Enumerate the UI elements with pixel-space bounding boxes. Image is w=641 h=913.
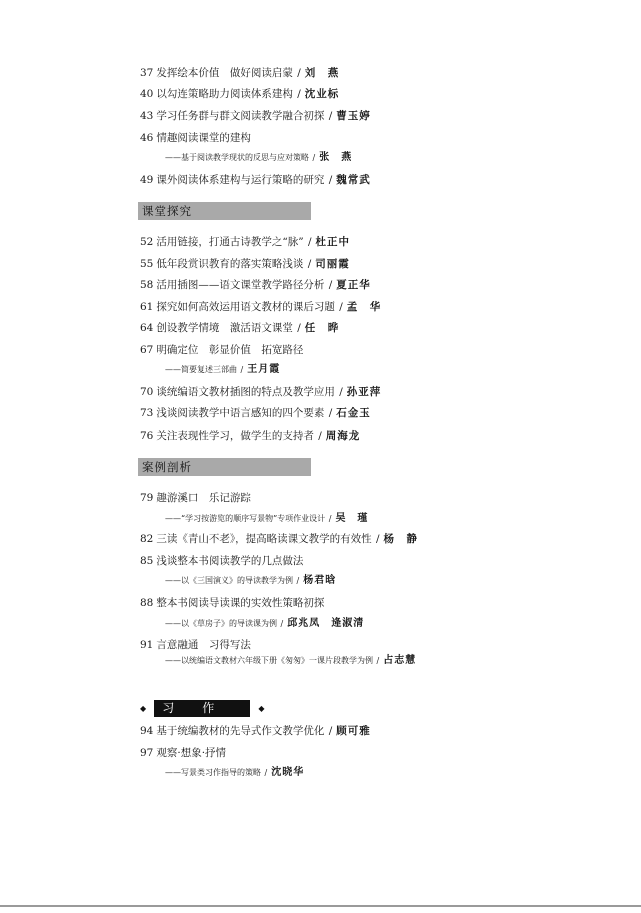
separator: / xyxy=(376,656,380,665)
toc-entry xyxy=(140,491,251,505)
author-name: 刘 燕 xyxy=(304,67,340,79)
article-title: ——简要复述三部曲 xyxy=(165,365,237,374)
toc-entry xyxy=(140,257,350,271)
toc-entry xyxy=(140,235,350,249)
article-title: 活用链接，打通古诗教学之“脉” xyxy=(156,236,304,248)
article-title: 趣游溪口 乐记游踪 xyxy=(156,492,251,504)
article-title: ——以《草房子》的导读课为例 xyxy=(165,619,277,628)
toc-entry xyxy=(140,343,303,357)
page-number: 55 xyxy=(140,258,154,270)
author-name: 沈晓华 xyxy=(271,767,305,778)
article-title: ——以统编语文教材六年级下册《匆匆》一课片段教学为例 xyxy=(165,656,373,665)
page-number: 94 xyxy=(140,725,154,737)
article-title: 言意融通 习得写法 xyxy=(156,639,251,651)
article-title: 学习任务群与群文阅读教学融合初探 xyxy=(156,110,325,122)
author-name: 魏常武 xyxy=(336,174,371,186)
diamond-icon: ◆ xyxy=(140,704,147,713)
article-title: 整本书阅读导读课的实效性策略初探 xyxy=(156,597,325,609)
author-name: 杨 静 xyxy=(383,533,419,545)
article-title: 发挥绘本价值 做好阅读启蒙 xyxy=(156,67,293,79)
toc-subtitle xyxy=(165,363,280,377)
page-number: 76 xyxy=(140,430,154,442)
article-title: 浅谈整本书阅读教学的几点做法 xyxy=(156,555,304,567)
author-name: 夏正华 xyxy=(336,279,371,291)
article-title: 以勾连策略助力阅读体系建构 xyxy=(156,88,293,100)
diamond-icon: ◆ xyxy=(258,704,265,713)
author-name: 占志慧 xyxy=(383,655,417,666)
section-header-xizuo xyxy=(140,698,265,716)
author-name: 石金玉 xyxy=(336,407,371,419)
toc-subtitle xyxy=(165,617,364,631)
section-title: 案例剖析 xyxy=(142,460,192,474)
author-name: 杜正中 xyxy=(315,236,351,248)
article-title: 三读《青山不老》，提高略读课文教学的有效性 xyxy=(156,533,372,545)
article-title: 情趣阅读课堂的建构 xyxy=(156,132,251,144)
page-number: 67 xyxy=(140,344,154,356)
author-name: 顾可雅 xyxy=(336,725,371,737)
toc-entry xyxy=(140,724,371,738)
article-title: 低年段赏识教育的落实策略浅谈 xyxy=(156,258,304,270)
author-name: 邱兆凤 逄淑清 xyxy=(287,618,365,629)
article-title: 关注表现性学习，做学生的支持者 xyxy=(156,430,314,442)
article-title: ——写景类习作指导的策略 xyxy=(165,768,261,777)
separator: / xyxy=(307,258,312,270)
toc-subtitle xyxy=(165,766,304,780)
article-title: 观察·想象·抒情 xyxy=(156,747,227,759)
toc-entry xyxy=(140,278,371,292)
section-header-anli xyxy=(138,458,311,476)
author-name: 杨君晗 xyxy=(303,575,337,586)
separator: / xyxy=(328,110,333,122)
separator: / xyxy=(297,322,301,334)
page-number: 70 xyxy=(140,386,154,398)
section-title: 课堂探究 xyxy=(142,204,192,218)
toc-entry xyxy=(140,532,418,546)
page-number: 73 xyxy=(140,407,154,419)
toc-subtitle xyxy=(165,512,368,526)
toc-entry xyxy=(140,638,251,652)
page-number: 85 xyxy=(140,555,154,567)
separator: / xyxy=(296,576,300,585)
author-name: 任 晔 xyxy=(304,322,340,334)
toc-subtitle xyxy=(165,151,352,165)
page-number: 43 xyxy=(140,110,154,122)
section-title: 习作 xyxy=(154,700,250,717)
page-number: 52 xyxy=(140,236,154,248)
section-header-ketang xyxy=(138,202,311,220)
article-title: 探究如何高效运用语文教材的课后习题 xyxy=(156,301,335,313)
separator: / xyxy=(297,67,301,79)
page-number: 82 xyxy=(140,533,154,545)
bottom-rule xyxy=(0,905,641,907)
toc-entry xyxy=(140,385,381,399)
toc-entry xyxy=(140,321,339,335)
toc-entry xyxy=(140,554,303,568)
toc-entry xyxy=(140,596,324,610)
separator: / xyxy=(339,301,343,313)
page-number: 91 xyxy=(140,639,154,651)
toc-entry xyxy=(140,406,371,420)
article-title: ——“学习按游览的顺序写景物”专项作业设计 xyxy=(165,514,326,523)
toc-entry xyxy=(140,173,371,187)
toc-entry xyxy=(140,300,381,314)
toc-entry xyxy=(140,131,251,145)
article-title: 课外阅读体系建构与运行策略的研究 xyxy=(156,174,325,186)
separator: / xyxy=(280,619,284,628)
toc-entry xyxy=(140,87,339,101)
page-number: 64 xyxy=(140,322,154,334)
article-title: 浅谈阅读教学中语言感知的四个要素 xyxy=(156,407,325,419)
separator: / xyxy=(297,88,301,100)
page-number: 88 xyxy=(140,597,154,609)
article-title: 谈统编语文教材插图的特点及教学应用 xyxy=(156,386,335,398)
article-title: 创设教学情境 激活语文课堂 xyxy=(156,322,293,334)
author-name: 王月霞 xyxy=(247,364,281,375)
author-name: 司丽霞 xyxy=(315,258,350,270)
separator: / xyxy=(318,430,322,442)
article-title: 明确定位 彰显价值 拓宽路径 xyxy=(156,344,304,356)
author-name: 沈业标 xyxy=(304,88,340,100)
separator: / xyxy=(328,407,333,419)
toc-subtitle xyxy=(165,574,336,588)
separator: / xyxy=(328,174,333,186)
separator: / xyxy=(307,236,312,248)
page-number: 97 xyxy=(140,747,154,759)
page-number: 79 xyxy=(140,492,154,504)
separator: / xyxy=(240,365,244,374)
page-number: 37 xyxy=(140,67,154,79)
separator: / xyxy=(312,153,316,162)
author-name: 周海龙 xyxy=(325,430,361,442)
separator: / xyxy=(339,386,343,398)
page-number: 40 xyxy=(140,88,154,100)
separator: / xyxy=(375,533,380,545)
article-title: ——以《三国演义》的导读教学为例 xyxy=(165,576,293,585)
separator: / xyxy=(328,514,332,523)
author-name: 曹玉婷 xyxy=(336,110,371,122)
separator: / xyxy=(264,768,268,777)
toc-entry xyxy=(140,66,339,80)
separator: / xyxy=(328,725,333,737)
toc-entry xyxy=(140,746,226,760)
article-title: ——基于阅读教学现状的反思与应对策略 xyxy=(165,153,309,162)
page-number: 58 xyxy=(140,279,154,291)
author-name: 孙亚萍 xyxy=(346,386,382,398)
toc-entry xyxy=(140,429,360,443)
toc-entry xyxy=(140,109,371,123)
page-number: 49 xyxy=(140,174,154,186)
separator: / xyxy=(328,279,333,291)
page-number: 46 xyxy=(140,132,154,144)
author-name: 吴 瑾 xyxy=(335,513,369,524)
toc-subtitle xyxy=(165,654,416,668)
page-number: 61 xyxy=(140,301,154,313)
author-name: 孟 华 xyxy=(346,301,382,313)
author-name: 张 燕 xyxy=(319,152,353,163)
article-title: 基于统编教材的先导式作文教学优化 xyxy=(156,725,325,737)
article-title: 活用插图——语文课堂教学路径分析 xyxy=(156,279,325,291)
